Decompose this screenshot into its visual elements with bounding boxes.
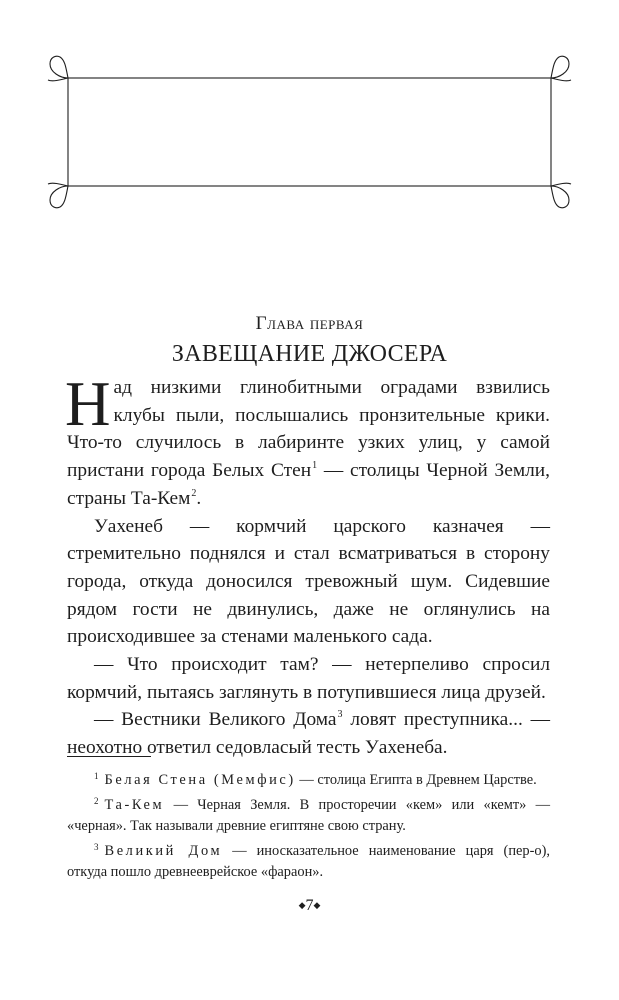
paragraph-2: Уахенеб — кормчий царского казначея — стремительно поднялся и стал всматриваться в сторону города, откуда доносился тревожный шум. Сидевшие рядом гости не двинулись, даже не оглянулись на происходившее за стенами маленького сада. [67,515,550,648]
page-number [0,897,619,915]
footnote-ref-3[interactable]: 3 [337,709,343,721]
footnote-divider [67,756,151,757]
footnote-ref-2[interactable]: 2 [191,487,197,499]
footnote-term: Великий Дом [104,843,223,859]
footnote-term: Белая Стена (Мемфис) [104,772,296,788]
footnote-2: $^2$ Та-Кем — Черная Земля. В просторечии «кем» или «кемт» — «черная». Так называли древние египтяне свою страну. [67,796,550,834]
chapter-title: ЗАВЕЩАНИЕ ДЖОСЕРА [171,341,448,367]
diamond-ornament-icon: ◆ [313,900,321,910]
footnote-ref-1[interactable]: 1 [312,460,318,472]
page-number-value: 7 [305,897,314,914]
footnote-3: $^3$ Великий Дом — иносказательное наименование царя (пер-о), откуда пошло древнееврейское «фараон». [67,842,551,880]
paragraph-3: — Что происходит там? — нетерпеливо спросил кормчий, пытаясь заглянуть в потупившиеся лица друзей. [67,654,550,703]
footnote-term: Та-Кем [104,797,165,813]
diamond-ornament-icon: ◆ [298,900,306,910]
decorative-frame-ornament [0,0,619,260]
body-text [65,369,550,762]
chapter-label: Глава первая [255,313,364,334]
paragraph-1: Над низкими глинобитными оградами взвились клубы пыли, послышались пронзительные крики. Что-то случилось в лабиринте узких улиц, у самой пристани города Белых Стен$^1$ — столицы Черной Земли, страны Та-Кем$^2$. [65,369,550,509]
footnote-1: $^1$ Белая Стена (Мемфис) — столица Египта в Древнем Царстве. [94,771,537,788]
drop-cap: Н [65,369,111,439]
footnotes [67,766,550,883]
paragraph-4: — Вестники Великого Дома$^3$ ловят преступника... — неохотно ответил седовласый тесть Уахенеба. [67,709,550,759]
